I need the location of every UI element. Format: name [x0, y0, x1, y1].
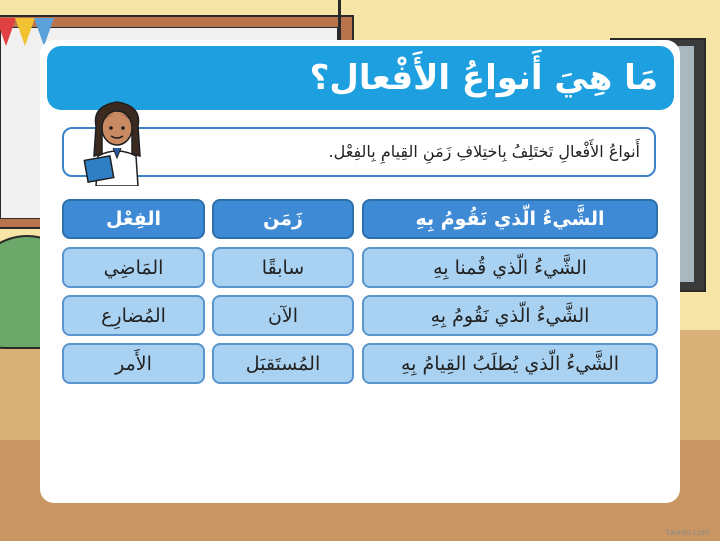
header-verb: الفِعْل: [62, 199, 205, 239]
table-cell: الأَمر: [62, 343, 205, 384]
table-cell: سابقًا: [212, 247, 354, 288]
pennant-flag: [15, 18, 35, 46]
intro-text: أَنواعُ الأَفْعالِ تَختَلِفُ بِاختِلافِ زَمَنِ القِيامِ بِالفِعْل.: [328, 142, 640, 161]
table-cell: الشَّيءُ الّذي يُطلَبُ القِيامُ بِهِ: [362, 343, 658, 384]
table-cell: الشَّيءُ الّذي قُمنا بِهِ: [362, 247, 658, 288]
table-cell: المَاضِي: [62, 247, 205, 288]
header-time: زَمَن: [212, 199, 354, 239]
table-cell: الآن: [212, 295, 354, 336]
table-cell: الشَّيءُ الّذي نَقُومُ بِهِ: [362, 295, 658, 336]
watermark: twinkl.com: [666, 528, 710, 537]
girl-character-icon: [82, 96, 152, 186]
table-cell: المُستَقبَل: [212, 343, 354, 384]
header-action: الشَّيءُ الّذي نَقُومُ بِهِ: [362, 199, 658, 239]
pennant-flag: [0, 18, 16, 46]
page-title: مَا هِيَ أَنواعُ الأَفْعال؟: [309, 58, 658, 98]
table-cell: المُضارِع: [62, 295, 205, 336]
